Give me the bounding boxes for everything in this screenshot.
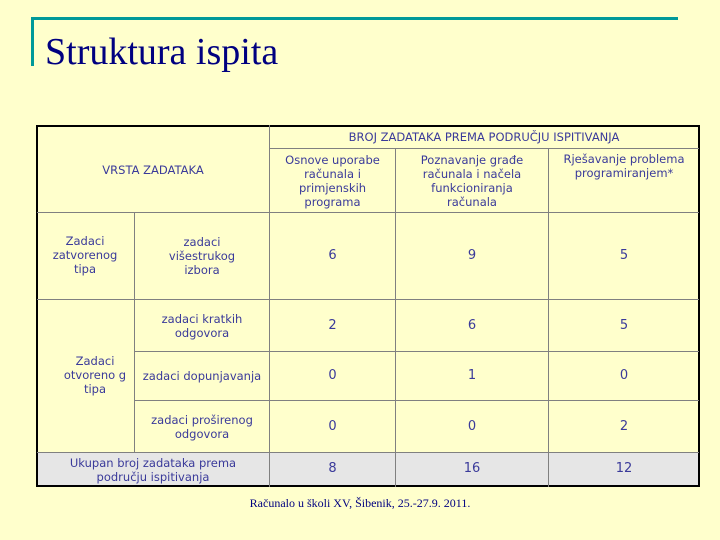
total-row-label: Ukupan broj zadataka prema području ispitivanja xyxy=(69,456,237,484)
table-cell: 5 xyxy=(619,248,629,263)
title-accent-vertical xyxy=(31,18,34,66)
row-label-short-answer: zadaci kratkih odgovora xyxy=(161,311,243,340)
table-cell: 0 xyxy=(328,418,337,434)
slide-footer: Računalo u školi XV, Šibenik, 25.-27.9. 2011. xyxy=(249,496,471,510)
table-cell: 12 xyxy=(615,461,633,476)
table-cell: 2 xyxy=(619,418,629,434)
table-cell: 2 xyxy=(328,317,337,333)
column-header-2: Poznavanje građe računala i načela funkcioniranja računala xyxy=(420,152,524,209)
table-cell: 0 xyxy=(328,368,337,383)
table-cell: 6 xyxy=(467,317,477,333)
group-header: BROJ ZADATAKA PREMA PODRUČJU ISPITIVANJA xyxy=(348,130,620,144)
column-header-1: Osnove uporabe računala i primjenskih programa xyxy=(285,152,380,209)
page-title: Struktura ispita xyxy=(45,31,279,73)
type-header: VRSTA ZADATAKA xyxy=(102,163,204,177)
table-cell: 9 xyxy=(467,248,477,263)
table-cell: 0 xyxy=(619,368,629,383)
table-cell: 8 xyxy=(328,461,337,476)
table-cell: 0 xyxy=(467,418,477,434)
title-accent-horizontal xyxy=(31,17,678,20)
table-cell: 6 xyxy=(328,248,337,263)
group-label-closed: Zadaci zatvorenog tipa xyxy=(52,234,118,276)
row-label-completion: zadaci dopunjavanja xyxy=(142,369,262,383)
column-header-3: Rješavanje problema programiranjem* xyxy=(563,151,685,180)
group-label-open: Zadaci otvoreno g tipa xyxy=(63,354,127,396)
row-label-multiple-choice: zadaci višestrukog izbora xyxy=(168,235,236,277)
table-cell: 16 xyxy=(463,461,481,476)
table-cell: 1 xyxy=(467,368,477,383)
table-cell: 5 xyxy=(619,317,629,333)
row-label-extended-answer: zadaci proširenog odgovora xyxy=(151,412,253,441)
